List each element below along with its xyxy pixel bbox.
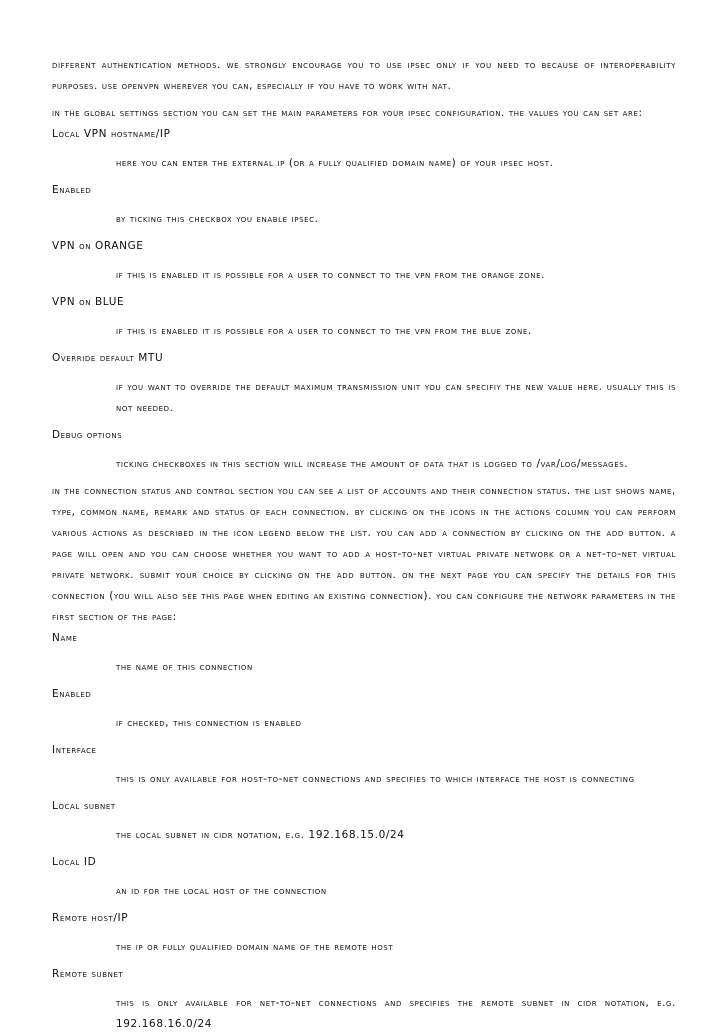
- definition-term: Enabled: [52, 184, 92, 196]
- definition-description: if this is enabled it is possible for a user to connect to the vpn from the orange zone.: [116, 269, 546, 281]
- global-settings-paragraph: in the global settings section you can set the main parameters for your ipsec configuration. the values you can set are:: [52, 107, 643, 119]
- definition-term: Debug options: [52, 429, 123, 441]
- definition-term: Override default MTU: [52, 352, 164, 364]
- definition-entry: [52, 425, 676, 475]
- definition-term: Local ID: [52, 856, 97, 868]
- definition-entry: [52, 908, 676, 958]
- definition-description: here you can enter the external ip (or a fully qualified domain name) of your ipsec host.: [116, 157, 554, 169]
- global-settings-list: [52, 124, 676, 475]
- connection-params-list: [52, 628, 676, 1035]
- definition-entry: [52, 628, 676, 678]
- definition-entry: [52, 124, 676, 174]
- definition-description: the name of this connection: [116, 661, 253, 673]
- definition-term: Name: [52, 632, 78, 644]
- definition-term: Interface: [52, 744, 97, 756]
- definition-entry: [52, 348, 676, 419]
- definition-entry: [52, 852, 676, 902]
- definition-description: the ip or fully qualified domain name of the remote host: [116, 941, 394, 953]
- intro-paragraph: different authentication methods. we strongly encourage you to use ipsec only if you need to because of interoperability purposes. use openvpn wherever you can, especially if you have to work with nat.: [52, 59, 676, 92]
- definition-description: this is only available for net-to-net connections and specifies the remote subnet in cidr notation, e.g. 192.168.16.0/24: [116, 997, 676, 1030]
- definition-entry: [52, 964, 676, 1035]
- definition-description: if you want to override the default maximum transmission unit you can specifiy the new value here. usually this is not needed.: [116, 381, 676, 414]
- definition-term: Remote host/IP: [52, 912, 129, 924]
- definition-term: Local subnet: [52, 800, 116, 812]
- definition-entry: [52, 740, 676, 790]
- definition-entry: [52, 684, 676, 734]
- definition-description: if checked, this connection is enabled: [116, 717, 302, 729]
- definition-description: by ticking this checkbox you enable ipsec.: [116, 213, 319, 225]
- definition-description: an id for the local host of the connection: [116, 885, 327, 897]
- definition-term: Local VPN hostname/IP: [52, 128, 171, 140]
- definition-term: Remote subnet: [52, 968, 124, 980]
- definition-description: the local subnet in cidr notation, e.g. 192.168.15.0/24: [116, 829, 405, 841]
- definition-term: VPN on BLUE: [52, 296, 125, 308]
- definition-term: VPN on ORANGE: [52, 240, 144, 252]
- connection-status-paragraph: in the connection status and control section you can see a list of accounts and their connection status. the list shows name, type, common name, remark and status of each connection. by clicking on the icons in the actions column you can perform various actions as described in the icon legend below the list. you can add a connection by clicking on the add button. a page will open and you can choose whether you want to add a host-to-net virtual private network or a net-to-net virtual private network. submit your choice by clicking on the add button. on the next page you can specify the details for this connection (you will also see this page when editing an existing connection). you can configure the network parameters in the first section of the page:: [52, 485, 676, 623]
- definition-term: Enabled: [52, 688, 92, 700]
- definition-entry: [52, 796, 676, 846]
- definition-description: ticking checkboxes in this section will increase the amount of data that is logged to /var/log/messages.: [116, 458, 629, 470]
- definition-entry: [52, 180, 676, 230]
- definition-entry: [52, 236, 676, 286]
- definition-entry: [52, 292, 676, 342]
- definition-description: this is only available for host-to-net connections and specifies to which interface the host is connecting: [116, 773, 635, 785]
- definition-description: if this is enabled it is possible for a user to connect to the vpn from the blue zone.: [116, 325, 532, 337]
